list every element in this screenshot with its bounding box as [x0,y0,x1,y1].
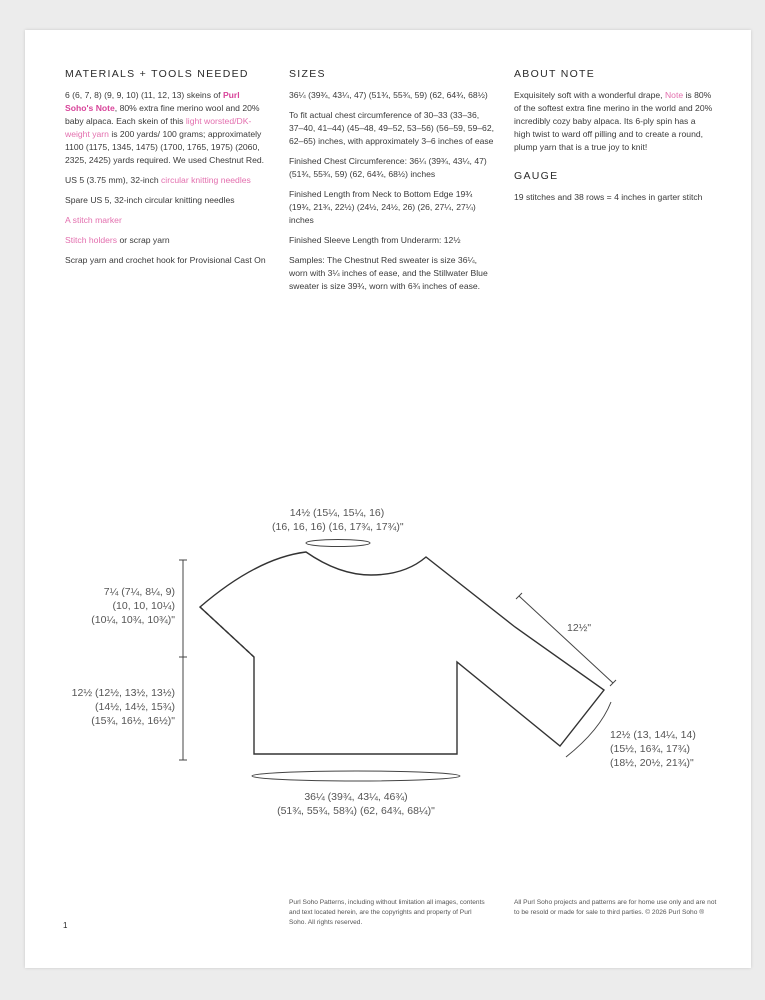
chest-dimension: 36¼ (39¾, 43¼, 46¾) (51¾, 55¾, 58¾) (62, 64¾, 68¼)" [277,791,435,817]
usage-notice: All Purl Soho projects and patterns are for home use only and are not to be resold or made for sale to third parties. © 2026 Purl Soho ® [514,899,717,916]
cuff-dimension: 12½ (13, 14¼, 14) (15½, 16¾, 17¾) (18½, 20½, 21¾)" [610,729,696,769]
gauge-text: 19 stitches and 38 rows = 4 inches in garter stitch [514,192,703,202]
copyright-notice: Purl Soho Patterns, including without limitation all images, contents and text located herein, are the copyrights and property of Purl Soho. All rights reserved. [289,899,485,926]
neck-dimension: 14½ (15¼, 15¼, 16) (16, 16, 16) (16, 17¾, 17¾)" [272,507,404,533]
sizes-heading: SIZES [289,68,326,80]
gauge-heading: GAUGE [514,170,559,182]
sizes-length: Finished Length from Neck to Bottom Edge 19¾ (19¾, 21¾, 22½) (24½, 24½, 26) (26, 27¼, 27¼) inches [289,189,476,225]
chest-ellipse [252,771,460,781]
pattern-page [25,30,751,968]
materials-spare-needles: Spare US 5, 32-inch circular knitting needles [65,195,235,205]
materials-needles: US 5 (3.75 mm), 32-inch circular knitting needles [65,175,251,185]
about-heading: ABOUT NOTE [514,68,596,80]
stitch-marker-link[interactable]: A stitch marker [65,215,122,225]
neck-ellipse [306,540,370,547]
about-text: Exquisitely soft with a wonderful drape, Note is 80% of the softest extra fine merino in the world and 20% incredibly cozy baby alpaca. Its 6-ply spin has a high twist to ward off pilling and to create a round, plump yarn that is a true joy to knit! [514,90,713,152]
sizes-list: 36¼ (39¾, 43¼, 47) (51¾, 55¾, 59) (62, 64¾, 68½) [289,90,488,100]
materials-yarn: 6 (6, 7, 8) (9, 9, 10) (11, 12, 13) skeins of Purl Soho's Note, 80% extra fine merino wool and 20% baby alpaca. Each skein of this light worsted/DK-weight yarn is 200 yards/ 100 grams; approximately 1100 (1175, 1345, 1475) (1700, 1765, 1975) (2060, 2325, 2425) yards required. We used Chestnut Red. [65,90,265,165]
sweater-outline [200,552,604,754]
materials-heading: MATERIALS + TOOLS NEEDED [65,68,249,80]
sizes-sleeve: Finished Sleeve Length from Underarm: 12½ [289,235,461,245]
sleeve-length-dimension: 12½" [567,622,592,634]
body-length-dimension: 12½ (12½, 13½, 13½) (14½, 14½, 15¾) (15¾, 16½, 16½)" [71,687,175,727]
stitch-holders-link[interactable]: Stitch holders [65,235,118,245]
yoke-depth-dimension: 7¼ (7¼, 8¼, 9) (10, 10, 10¼) (10¼, 10¾, 10¾)" [91,586,175,626]
page-number: 1 [63,921,68,930]
materials-scrap: Scrap yarn and crochet hook for Provisional Cast On [65,255,266,265]
materials-holders: Stitch holders or scrap yarn [65,235,170,245]
note-link[interactable]: Note [664,90,684,100]
sizes-fit: To fit actual chest circumference of 30–33 (33–36, 37–40, 41–44) (45–48, 49–52, 53–56) (56–59, 59–62, 62–65) inches, with approximately 3–6 inches of ease [289,110,494,146]
note-yarn-link[interactable]: Purl Soho's Note [65,90,240,113]
circular-needles-link[interactable]: circular knitting needles [161,175,251,185]
sizes-chest: Finished Chest Circumference: 36¼ (39¾, 43¼, 47) (51¾, 55¾, 59) (62, 64¾, 68½) inches [289,156,487,179]
sweater-schematic [25,30,751,968]
sizes-samples: Samples: The Chestnut Red sweater is size 36¼, worn with 3¼ inches of ease, and the Stillwater Blue sweater is size 39¾, worn with 6¾ inches of ease. [289,255,488,291]
dk-weight-yarn-link[interactable]: light worsted/DK-weight yarn [65,116,252,139]
